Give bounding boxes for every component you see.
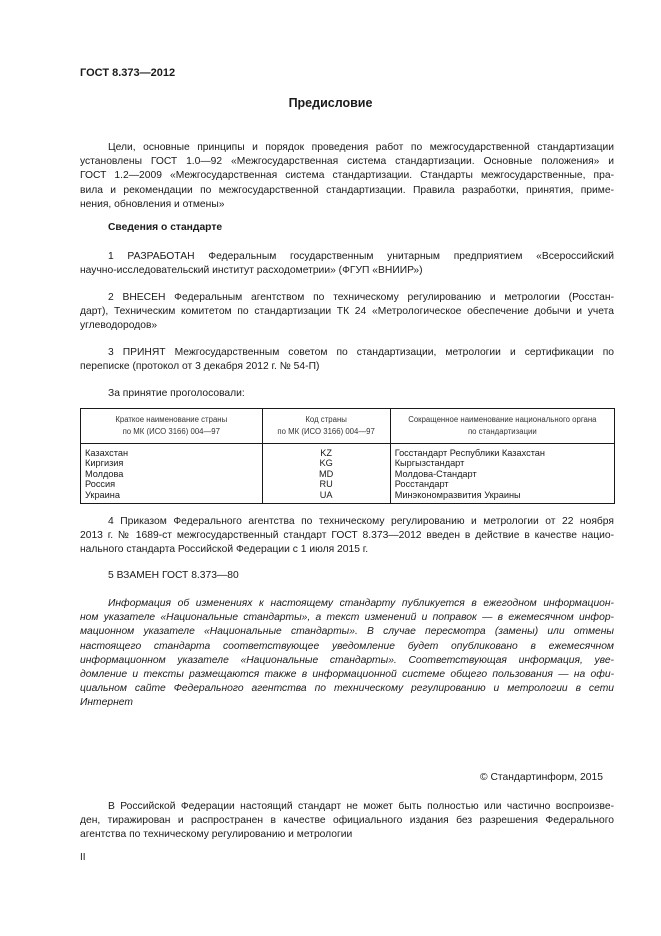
- table-header-row: [81, 409, 615, 444]
- body-cell: Минэкономразвития Украины: [390, 490, 614, 504]
- text-line: 2013 г. № 1689-ст межгосударственный стандарт ГОСТ 8.373—2012 введен в действие в качестве нацио-: [80, 530, 614, 542]
- text-line: настоящего стандарта соответствующее уведомление будет опубликовано в ежемесячном: [80, 640, 614, 652]
- text-line: мационном указателе «Национальные стандарты». В случае пересмотра (замены) или отмены: [80, 626, 614, 638]
- body-cell: Кыргызстандарт: [390, 458, 614, 468]
- column-header-code: Код страны по МК (ИСО 3166) 004—97: [262, 409, 390, 444]
- section-heading: Сведения о стандарте: [108, 222, 223, 233]
- text-line: Интернет: [80, 697, 133, 709]
- body-cell: Росстандарт: [390, 479, 614, 489]
- text-line: ном указателе «Национальные стандарты», а текст изменений и поправок — в ежемесячном инфор-: [80, 612, 614, 624]
- text-line: информационном указателе «Национальные стандарты». Соответствующая информация, уве-: [80, 654, 614, 666]
- column-header-body: Сокращенное наименование национального органа по стандартизации: [390, 409, 614, 444]
- table-row: [81, 458, 615, 468]
- table-row: [81, 479, 615, 489]
- info-note: [80, 597, 614, 711]
- copyright-notice: © Стандартинформ, 2015: [480, 772, 603, 783]
- item-3: [80, 346, 614, 374]
- table-row: [81, 444, 615, 459]
- text-line: домление и тексты размещаются также в информационной системе общего пользования — на офи-: [80, 668, 614, 680]
- text-line: Цели, основные принципы и порядок проведения работ по межгосударственной стандартизации: [108, 142, 614, 153]
- text-line: циальном сайте Федерального агентства по техническому регулированию и метрологии в сети: [80, 683, 614, 695]
- voted-label: За принятие проголосовали:: [108, 388, 245, 399]
- country-cell: Россия: [81, 479, 263, 489]
- text-line: Информация об изменениях к настоящему стандарту публикуется в ежегодном информацион-: [108, 598, 614, 609]
- text-line: переписке (протокол от 3 декабря 2012 г. № 54-П): [80, 361, 320, 373]
- body-cell: Молдова-Стандарт: [390, 469, 614, 479]
- text-line: 1 РАЗРАБОТАН Федеральным государственным унитарным предприятием «Всероссийский: [108, 251, 614, 262]
- table-row: [81, 469, 615, 479]
- code-cell: KG: [262, 458, 390, 468]
- text-line: вила и рекомендации по межгосударственной стандартизации. Правила разработки, принятия, приме-: [80, 184, 614, 196]
- text-line: 3 ПРИНЯТ Межгосударственным советом по стандартизации, метрологии и сертификации по: [108, 347, 614, 358]
- column-header-country: Краткое наименование страны по МК (ИСО 3166) 004—97: [81, 409, 263, 444]
- text-line: дарт), Техническим комитетом по стандартизации ТК 24 «Метрологическое обеспечение добычи и учета: [80, 306, 614, 318]
- country-cell: Киргизия: [81, 458, 263, 468]
- country-cell: Молдова: [81, 469, 263, 479]
- text-line: 4 Приказом Федерального агентства по техническому регулированию и метрологии от 22 ноября: [108, 516, 614, 527]
- code-cell: MD: [262, 469, 390, 479]
- page-title: Предисловие: [288, 96, 373, 110]
- text-line: 2 ВНЕСЕН Федеральным агентством по техническому регулированию и метрологии (Росстан-: [108, 292, 614, 303]
- intro-paragraph: [80, 141, 614, 212]
- code-cell: UA: [262, 490, 390, 504]
- body-cell: Госстандарт Республики Казахстан: [390, 444, 614, 459]
- reproduction-notice: [80, 800, 614, 843]
- table-row: [81, 490, 615, 504]
- item-2: [80, 291, 614, 334]
- document-id: ГОСТ 8.373—2012: [80, 67, 176, 79]
- text-line: агентства по техническому регулированию и метрологии: [80, 829, 353, 841]
- item-4: [80, 515, 614, 558]
- text-line: научно-исследовательский институт расходометрии» (ФГУП «ВНИИР»): [80, 265, 423, 277]
- text-line: В Российской Федерации настоящий стандарт не может быть полностью или частично воспроизве-: [108, 801, 614, 812]
- code-cell: KZ: [262, 444, 390, 459]
- country-cell: Украина: [81, 490, 263, 504]
- code-cell: RU: [262, 479, 390, 489]
- text-line: ден, тиражирован и распространен в качестве официального издания без разрешения Федерального: [80, 815, 614, 827]
- page-number: II: [80, 852, 86, 863]
- country-cell: Казахстан: [81, 444, 263, 459]
- text-line: углеводородов»: [80, 320, 158, 332]
- text-line: ГОСТ 1.2—2009 «Межгосударственная система стандартизации. Стандарты межгосударственные, пра-: [80, 170, 614, 182]
- item-1: [80, 250, 614, 278]
- text-line: установлены ГОСТ 1.0—92 «Межгосударственная система стандартизации. Основные положения» и: [80, 156, 614, 168]
- item-5: 5 ВЗАМЕН ГОСТ 8.373—80: [108, 570, 239, 581]
- voting-table: [80, 408, 615, 504]
- text-line: нения, обновления и отмены»: [80, 198, 225, 210]
- text-line: нального стандарта Российской Федерации с 1 июля 2015 г.: [80, 544, 369, 556]
